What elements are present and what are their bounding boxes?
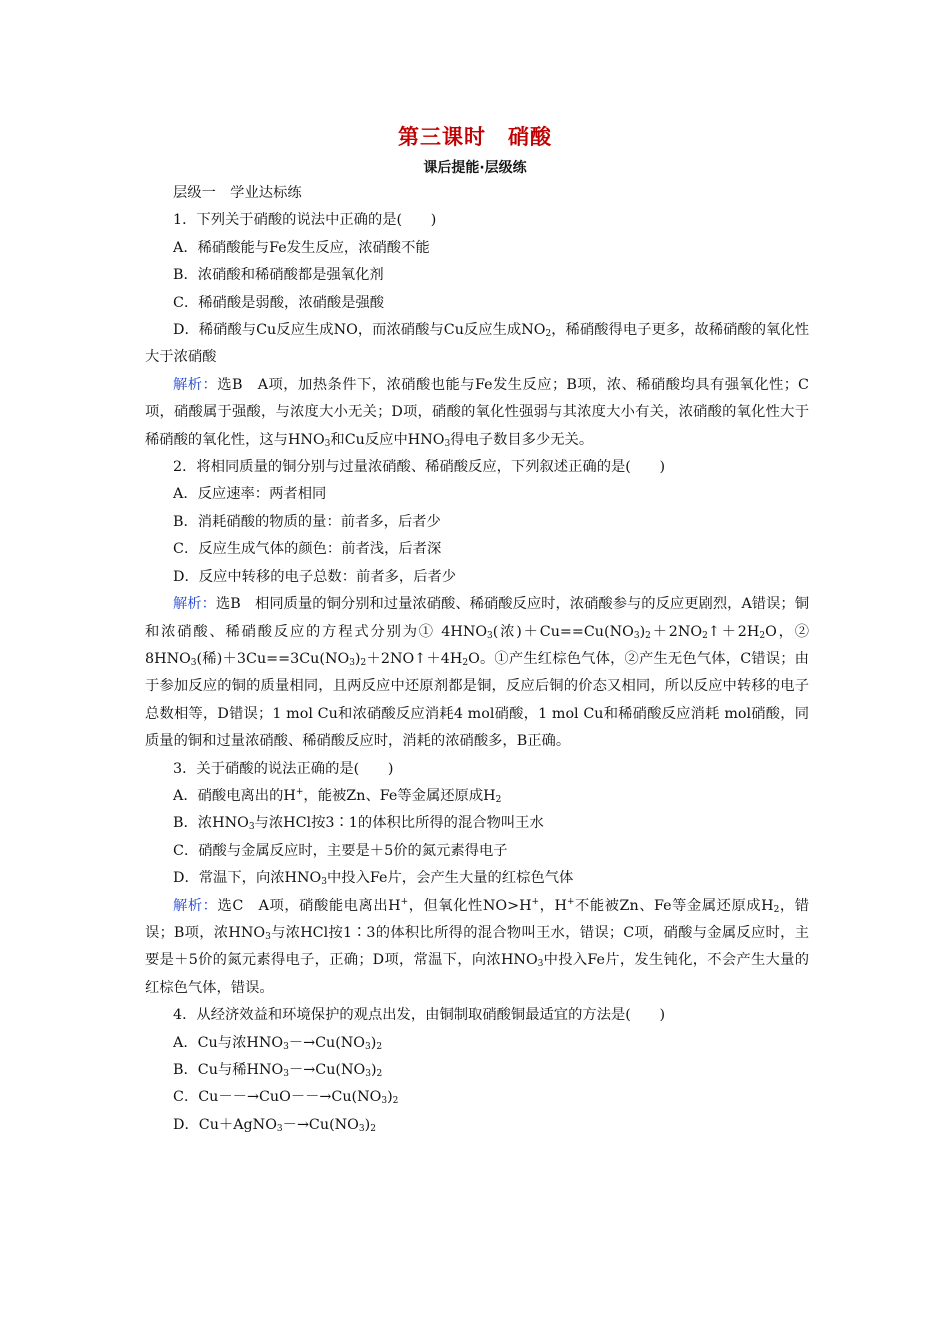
option-a: A．反应速率：两者相同 <box>173 486 327 503</box>
option-d: D．$Cu+AgNO_3-\to Cu(NO_3)_2$ <box>173 1116 376 1134</box>
section-heading: 层级一 学业达标练 <box>173 185 302 201</box>
option-c: C．反应生成气体的颜色：前者浅，后者深 <box>173 541 442 558</box>
option-a: A．Cu与浓$HNO_3-\to Cu(NO_3)_2$ <box>173 1034 383 1052</box>
question-4 <box>145 1002 809 1139</box>
option-d: D．稀硝酸与Cu反应生成NO，而浓硝酸与Cu反应生成$NO_2$，稀硝酸得电子更多，故稀硝酸的氧化性大于浓硝酸 <box>145 322 809 366</box>
document-body <box>145 180 809 1139</box>
analysis: 解析：选C A项，硝酸能电离出H+，但氧化性NO>H+，H+不能被Zn、Fe等金属还原成$H_2$，错误；B项，浓$HNO_3$与浓HCl按1∶3的体积比所得的混合物叫王水，错误；C项，硝酸与金属反应时，主要是＋5价的氮元素得电子，正确；D项，常温下，向浓$HNO_3$中投入Fe片，发生钝化，不会产生大量的红棕色气体，错误。 <box>145 896 810 996</box>
question-3 <box>145 756 809 1003</box>
question-stem: 1．下列关于硝酸的说法中正确的是( ) <box>173 212 437 229</box>
question-stem: 2．将相同质量的铜分别与过量浓硝酸、稀硝酸反应，下列叙述正确的是( ) <box>173 459 666 476</box>
option-b: B．浓$HNO_3$与浓HCl按3∶1的体积比所得的混合物叫王水 <box>173 815 544 833</box>
analysis-label: 解析： <box>173 596 216 613</box>
option-c: C．稀硝酸是弱酸，浓硝酸是强酸 <box>173 294 385 311</box>
option-b: B．Cu与稀$HNO_3-\to Cu(NO_3)_2$ <box>173 1062 383 1079</box>
analysis: 解析：选B 相同质量的铜分别和过量浓硝酸、稀硝酸反应时，浓硝酸参与的反应更剧烈，A错误；铜和浓硝酸、稀硝酸反应的方程式分别为① $4HNO_3$(浓)$+Cu==Cu(NO_3)_2+2NO_2↑+2H_2O$，② $8HNO_3$(稀)$+3Cu==3Cu(NO_3)_2+2NO↑+4H_2O$。①产生红棕色气体，②产生无色气体，C错误；由于参加反应的铜的质量相同，且两反应中还原剂都是铜，反应后铜的价态又相同，所以反应中转移的电子总数相等，D错误；1 mol Cu和浓硝酸反应消耗4 mol硝酸，1 mol Cu和稀硝酸反应消耗 mol硝酸，同质量的铜和过量浓硝酸、稀硝酸反应时，消耗的浓硝酸多，B正确。 <box>145 596 810 750</box>
option-c: C．硝酸与金属反应时，主要是＋5价的氮元素得电子 <box>173 842 508 859</box>
analysis-label: 解析： <box>173 376 218 393</box>
question-2 <box>145 454 809 755</box>
question-stem: 3．关于硝酸的说法正确的是( ) <box>173 760 394 777</box>
page-title: 第三课时 硝酸 <box>398 125 552 149</box>
option-d: D．反应中转移的电子总数：前者多，后者少 <box>173 568 457 585</box>
analysis-label: 解析： <box>173 897 218 914</box>
option-b: B．浓硝酸和稀硝酸都是强氧化剂 <box>173 267 384 284</box>
option-b: B．消耗硝酸的物质的量：前者多，后者少 <box>173 513 441 530</box>
question-1 <box>145 207 809 454</box>
option-a: A．稀硝酸能与Fe发生反应，浓硝酸不能 <box>173 239 430 256</box>
analysis: 解析：选B A项，加热条件下，浓硝酸也能与Fe发生反应；B项，浓、稀硝酸均具有强氧化性；C项，硝酸属于强酸，与浓度大小无关；D项，硝酸的氧化性强弱与其浓度大小有关，浓硝酸的氧化性大于稀硝酸的氧化性，这与$HNO_3$和Cu反应中$HNO_3$得电子数目多少无关。 <box>145 376 809 449</box>
question-stem: 4．从经济效益和环境保护的观点出发，由铜制取硝酸铜最适宜的方法是( ) <box>173 1007 666 1024</box>
page-subtitle: 课后提能·层级练 <box>423 160 527 176</box>
option-c: C．$Cu--\to CuO--\to Cu(NO_3)_2$ <box>173 1089 399 1107</box>
option-d: D．常温下，向浓$HNO_3$中投入Fe片，会产生大量的红棕色气体 <box>173 870 574 888</box>
option-a: A．硝酸电离出的H+，能被Zn、Fe等金属还原成$H_2$ <box>173 786 502 805</box>
